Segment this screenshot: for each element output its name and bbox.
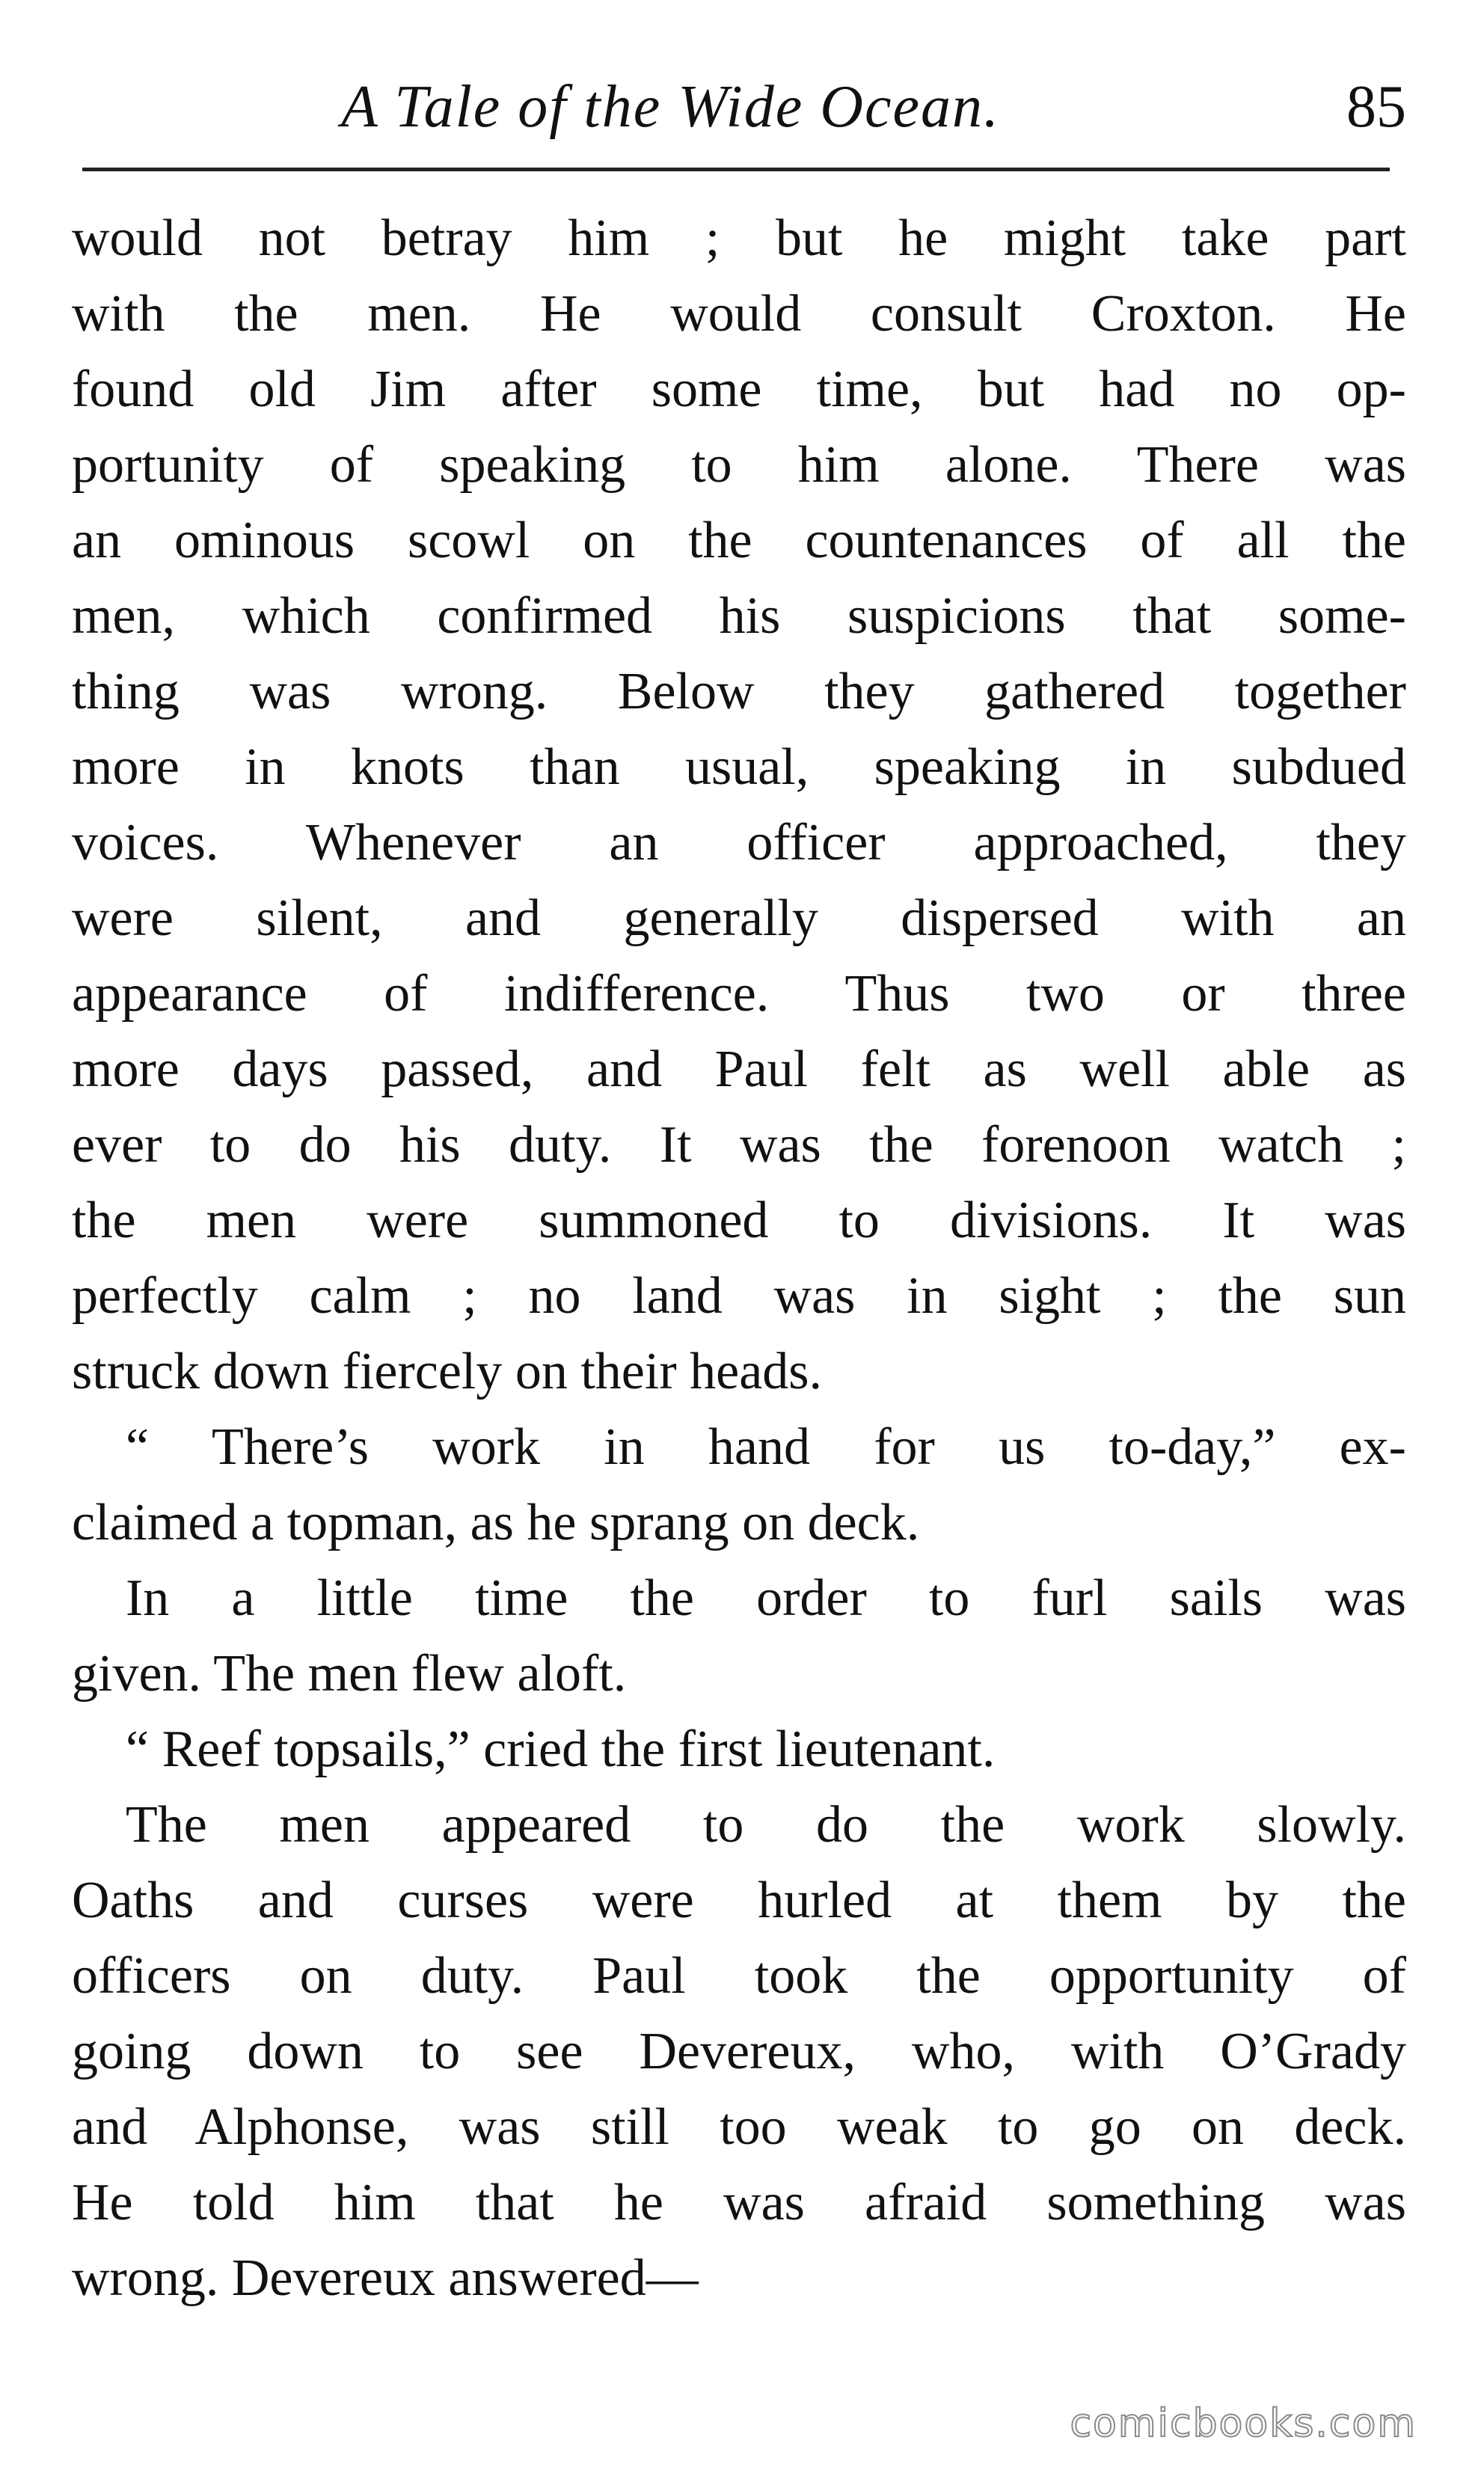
text-line: officers on duty. Paul took the opportunity of [72, 1947, 1406, 2005]
text-line: perfectly calm ; no land was in sight ; the sun [72, 1267, 1406, 1325]
text-line: “ There’s work in hand for us to-day,” ex- [126, 1418, 1406, 1476]
text-line: voices. Whenever an officer approached, they [72, 814, 1406, 871]
text-line: portunity of speaking to him alone. There was [72, 436, 1406, 494]
text-line: men, which confirmed his suspicions that some- [72, 587, 1406, 645]
text-line: going down to see Devereux, who, with O’Grady [72, 2023, 1406, 2080]
body-text [72, 200, 1406, 2316]
text-line: In a little time the order to furl sails was [126, 1569, 1406, 1627]
text-line: were silent, and generally dispersed with an [72, 889, 1406, 947]
text-line: given. The men flew aloft. [72, 1645, 627, 1703]
text-line: would not betray him ; but he might take part [72, 209, 1406, 267]
text-line: and Alphonse, was still too weak to go on deck. [72, 2098, 1406, 2156]
text-line: the men were summoned to divisions. It was [72, 1192, 1406, 1249]
page-header [72, 66, 1406, 148]
text-line: claimed a topman, as he sprang on deck. [72, 1494, 920, 1551]
header-rule [82, 168, 1390, 171]
text-line: more in knots than usual, speaking in subdued [72, 738, 1406, 796]
text-line: wrong. Devereux answered— [72, 2249, 699, 2307]
text-line: an ominous scowl on the countenances of all the [72, 512, 1406, 569]
watermark: comicbooks.com [1070, 2401, 1417, 2446]
text-line: thing was wrong. Below they gathered together [72, 663, 1406, 720]
text-line: “ Reef topsails,” cried the first lieutenant. [126, 1720, 996, 1778]
text-line: ever to do his duty. It was the forenoon watch ; [72, 1116, 1406, 1174]
text-line: found old Jim after some time, but had no op- [72, 361, 1406, 418]
page-number: 85 [1346, 74, 1406, 140]
text-line: struck down fiercely on their heads. [72, 1343, 823, 1400]
running-title: A Tale of the Wide Ocean. [341, 74, 1001, 140]
text-line: appearance of indifference. Thus two or three [72, 965, 1406, 1023]
text-line: He told him that he was afraid something was [72, 2174, 1406, 2231]
text-line: more days passed, and Paul felt as well able as [72, 1041, 1406, 1098]
text-line: Oaths and curses were hurled at them by the [72, 1872, 1406, 1929]
text-line: with the men. He would consult Croxton. He [72, 285, 1406, 343]
text-line: The men appeared to do the work slowly. [126, 1796, 1406, 1854]
